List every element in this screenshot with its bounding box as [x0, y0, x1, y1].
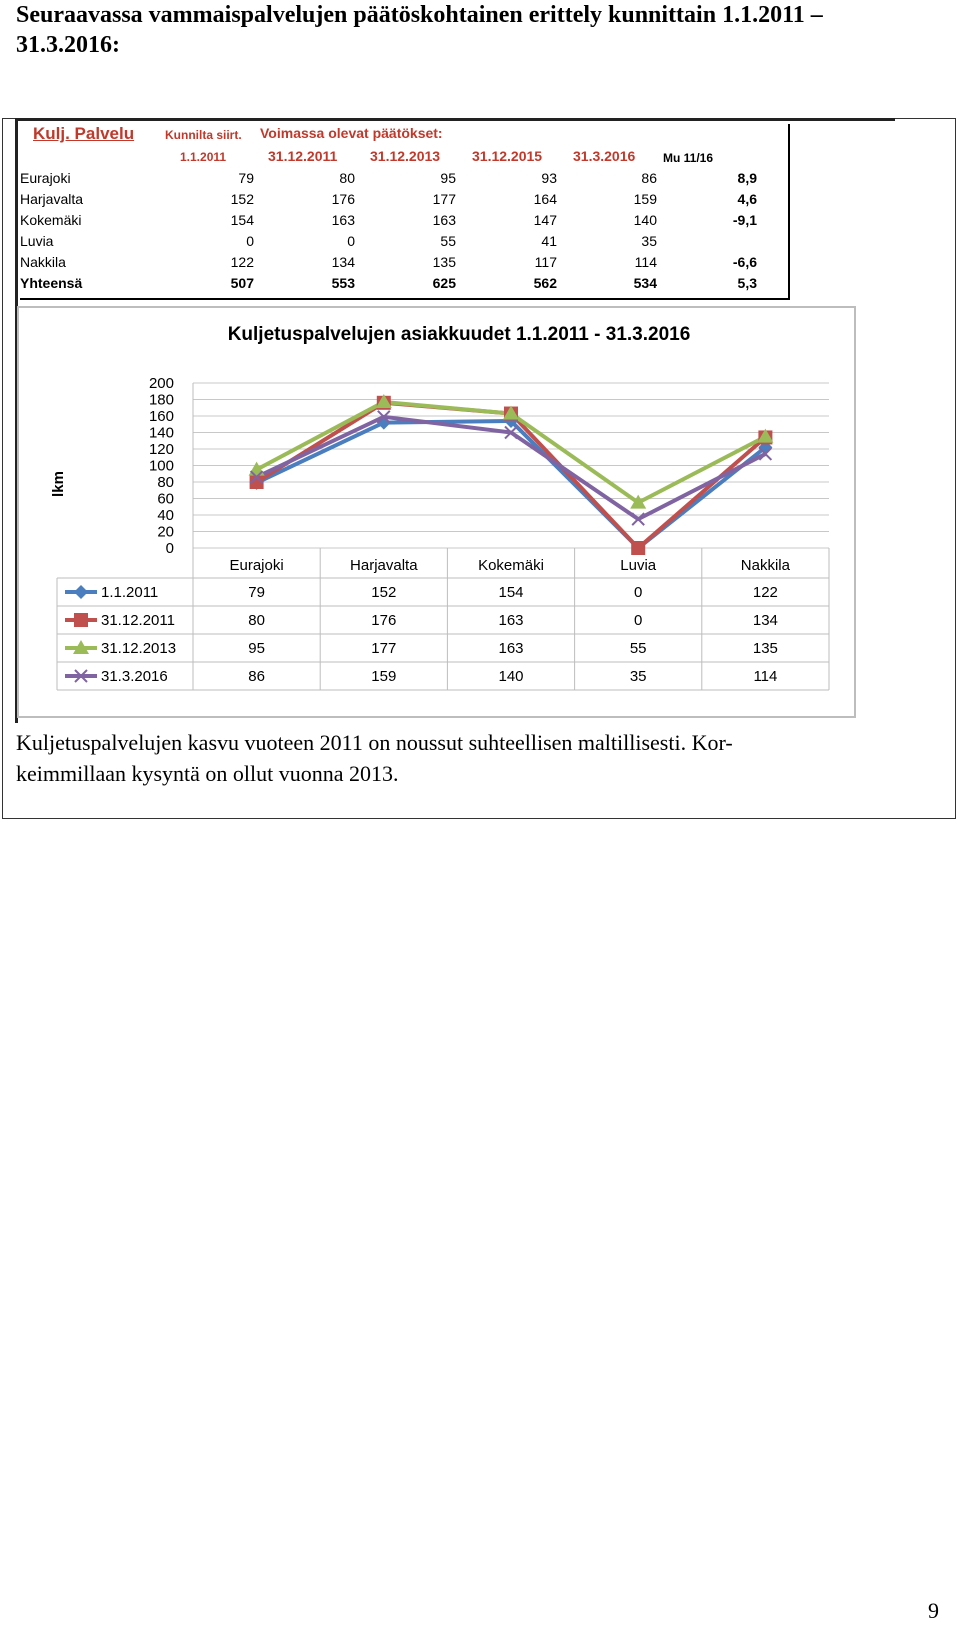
row-value: 135	[432, 254, 456, 270]
row-value: 86	[641, 170, 657, 186]
y-tick-label: 100	[148, 457, 174, 475]
legend-label: 1.1.2011	[101, 584, 159, 601]
row-value: 147	[533, 212, 557, 228]
data-label: 140	[498, 668, 524, 685]
row-value: 35	[641, 233, 657, 249]
y-tick-label: 20	[157, 523, 174, 541]
y-tick-label: 80	[157, 474, 174, 491]
data-label: 163	[498, 612, 524, 629]
category-label: Luvia	[620, 557, 657, 574]
chart-svg	[19, 308, 854, 716]
date-header: 1.1.2011	[180, 150, 227, 164]
row-value: 114	[634, 254, 657, 270]
row-value: 93	[541, 170, 557, 186]
row-value: 164	[533, 191, 557, 207]
table-total-row	[20, 273, 786, 294]
row-value: 134	[331, 254, 355, 270]
decisions-table	[20, 124, 790, 300]
data-label: 35	[629, 668, 647, 685]
row-name: Luvia	[20, 233, 54, 249]
row-value: 152	[230, 191, 254, 207]
row-value: 177	[432, 191, 456, 207]
row-name: Eurajoki	[20, 170, 71, 186]
data-label: 122	[752, 584, 778, 601]
row-value: 80	[339, 170, 355, 186]
y-tick-label: 120	[148, 441, 174, 458]
category-label: Nakkila	[740, 557, 790, 574]
y-axis-label: lkm	[50, 471, 67, 497]
data-label: 135	[752, 640, 778, 657]
row-name: Harjavalta	[20, 191, 84, 207]
date-header: 31.12.2011	[268, 148, 338, 164]
table-row	[20, 252, 786, 273]
legend-label: 31.12.2013	[101, 640, 177, 657]
date-header: 31.12.2013	[370, 148, 441, 164]
table-row	[20, 189, 786, 210]
data-label: 80	[248, 612, 265, 629]
row-value: 163	[432, 212, 456, 228]
y-tick-label: 40	[157, 507, 174, 524]
total-name: Yhteensä	[20, 275, 83, 291]
mu-header: Mu 11/16	[663, 151, 714, 165]
row-value: 117	[534, 254, 557, 270]
y-tick-label: 180	[148, 391, 174, 409]
data-label: 55	[629, 640, 647, 657]
data-point-marker	[631, 541, 645, 555]
data-label: 86	[248, 668, 265, 685]
data-label: 159	[371, 668, 397, 685]
data-label: 95	[248, 640, 265, 657]
total-value: 507	[230, 275, 254, 291]
total-value: 562	[533, 275, 557, 291]
row-value: 0	[347, 233, 355, 249]
row-mu: 4,6	[737, 191, 757, 207]
category-label: Eurajoki	[229, 557, 284, 574]
data-label: 154	[498, 584, 524, 601]
row-mu: -6,6	[732, 254, 757, 270]
data-label: 134	[752, 612, 778, 629]
category-label: Kokemäki	[478, 557, 544, 574]
data-label: 0	[634, 612, 643, 629]
row-mu: -9,1	[732, 212, 757, 228]
y-tick-label: 160	[148, 408, 174, 425]
date-header: 31.3.2016	[573, 148, 636, 164]
row-value: 176	[331, 191, 355, 207]
total-value: 625	[432, 275, 456, 291]
table-title: Kulj. Palvelu	[33, 124, 135, 143]
data-label: 0	[634, 584, 643, 601]
page-heading: Seuraavassa vammaispalvelujen päätöskohtainen erittely kunnittain 1.1.2011 – 31.3.2016:	[16, 2, 823, 58]
total-value: 534	[633, 275, 657, 291]
col-voimassa-header: Voimassa olevat päätökset:	[260, 125, 443, 141]
row-value: 55	[440, 233, 456, 249]
data-label: 152	[371, 584, 397, 601]
paragraph-line: keimmillaan kysyntä on ollut vuonna 2013.	[16, 761, 399, 786]
data-label: 176	[371, 612, 397, 629]
col-kunnilta-header: Kunnilta siirt.	[165, 128, 242, 142]
row-value: 140	[633, 212, 657, 228]
chart-title: Kuljetuspalvelujen asiakkuudet 1.1.2011 - 31.3.2016	[227, 324, 691, 345]
row-value: 163	[331, 212, 355, 228]
row-value: 79	[238, 170, 254, 186]
total-value: 553	[331, 275, 355, 291]
table-row	[20, 231, 786, 252]
data-point-marker	[74, 585, 88, 599]
paragraph-line: Kuljetuspalvelujen kasvu vuoteen 2011 on noussut suhteellisen maltillisesti. Kor-	[16, 730, 733, 755]
total-mu: 5,3	[737, 275, 757, 291]
y-tick-label: 60	[157, 490, 174, 508]
y-tick-label: 0	[165, 540, 174, 557]
data-label: 79	[248, 584, 265, 601]
row-value: 159	[633, 191, 657, 207]
row-value: 95	[440, 170, 456, 186]
y-tick-label: 140	[148, 424, 174, 442]
row-name: Kokemäki	[20, 212, 82, 228]
row-value: 0	[246, 233, 254, 249]
legend-label: 31.3.2016	[101, 668, 168, 685]
row-value: 122	[230, 254, 254, 270]
data-label: 114	[753, 668, 778, 685]
table-row	[20, 168, 786, 189]
body-paragraph	[16, 727, 896, 789]
line-chart	[17, 306, 856, 718]
data-point-marker	[74, 613, 88, 627]
data-label: 177	[371, 640, 397, 657]
row-mu: 8,9	[737, 170, 757, 186]
page-number: 9	[928, 1598, 939, 1623]
row-name: Nakkila	[20, 254, 66, 270]
date-header: 31.12.2015	[472, 148, 543, 164]
table-row	[20, 210, 786, 231]
data-label: 163	[498, 640, 524, 657]
row-value: 154	[230, 212, 254, 228]
category-label: Harjavalta	[350, 557, 418, 574]
legend-label: 31.12.2011	[101, 612, 175, 629]
y-tick-label: 200	[148, 375, 174, 392]
row-value: 41	[541, 233, 557, 249]
